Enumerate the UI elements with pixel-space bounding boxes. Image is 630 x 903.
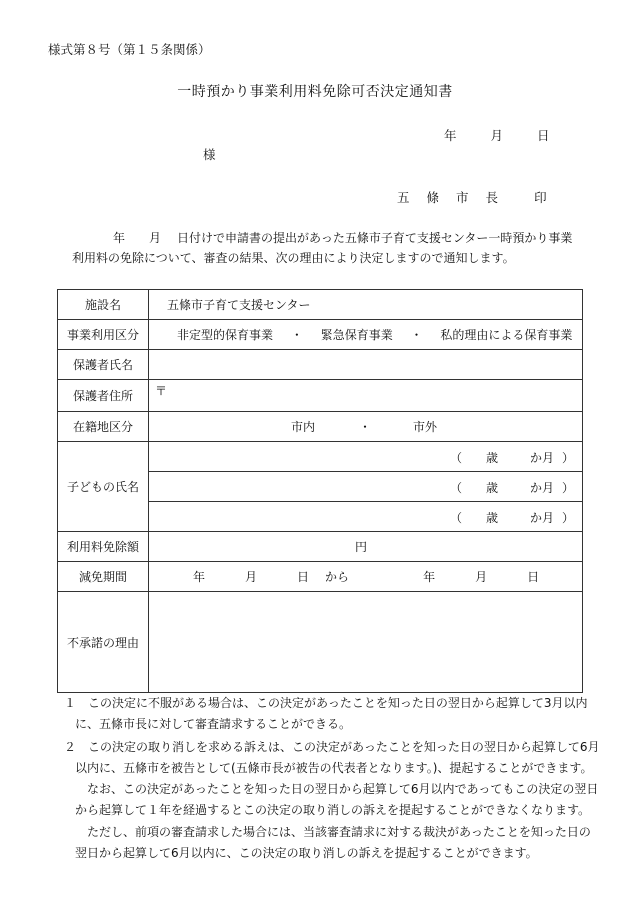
reason-label: 不承諾の理由 — [58, 592, 149, 693]
age-years: 歳 — [485, 481, 498, 495]
document-title: 一時預かり事業利用料免除可否決定通知書 — [177, 84, 453, 100]
note-1-line-1: １ この決定に不服がある場合は、この決定があったことを知った日の翌日から起算して3月以内 — [64, 696, 588, 710]
paren-open: （ — [449, 511, 462, 525]
category-private: 私的理由による保育事業 — [440, 328, 573, 342]
residence-in: 市内 — [291, 420, 316, 434]
postal-mark: 〒 — [155, 384, 168, 398]
fee-field[interactable] — [149, 532, 583, 562]
paren-close: ） — [561, 511, 574, 525]
age-months: か月 — [529, 511, 554, 525]
fee-label: 利用料免除額 — [58, 532, 149, 562]
child-row-1[interactable] — [149, 442, 582, 472]
category-label: 事業利用区分 — [58, 320, 149, 350]
facility-label: 施設名 — [58, 290, 149, 320]
guardian-address-field[interactable] — [149, 380, 583, 412]
period-from: から — [325, 570, 350, 584]
date-day: 日 — [537, 128, 550, 143]
paren-close: ） — [561, 451, 574, 465]
age-years: 歳 — [485, 451, 498, 465]
note-2-line-4: から起算して１年を経過するとこの決定の取り消しの訴えを提起することができなくなります。 — [75, 803, 591, 817]
category-sep-1: ・ — [290, 328, 303, 342]
guardian-name-label: 保護者氏名 — [58, 350, 149, 380]
seal-mark: 印 — [534, 190, 547, 205]
mayor-char-3: 市 — [456, 190, 469, 205]
mayor-char-1: 五 — [397, 190, 410, 205]
category-irregular: 非定型的保育事業 — [177, 328, 274, 342]
paren-close: ） — [561, 481, 574, 495]
intro-month: 月 — [149, 231, 162, 245]
addressee-suffix: 様 — [203, 147, 216, 162]
child-name-cell — [149, 442, 583, 532]
note-2-line-6: 翌日から起算して6月以内に、この決定の取り消しの訴えを提起することができます。 — [75, 846, 538, 860]
date-year: 年 — [444, 128, 457, 143]
note-2-line-5: ただし、前項の審査請求した場合には、当該審査請求に対する裁決があったことを知った日の — [87, 825, 591, 839]
intro-year: 年 — [113, 231, 126, 245]
age-years: 歳 — [485, 511, 498, 525]
period-field[interactable] — [149, 562, 583, 592]
residence-options — [149, 412, 583, 442]
issue-date — [444, 126, 550, 144]
period-start-month: 月 — [245, 570, 258, 584]
note-2-line-2: 以内に、五條市を被告として(五條市長が被告の代表者となります。)、提起することができます。 — [75, 761, 593, 775]
period-start-year: 年 — [193, 570, 206, 584]
form-reference: 様式第８号（第１５条関係） — [48, 42, 211, 57]
residence-sep: ・ — [359, 420, 372, 434]
period-end-month: 月 — [475, 570, 488, 584]
category-sep-2: ・ — [410, 328, 423, 342]
mayor-char-2: 條 — [426, 190, 440, 205]
note-2-line-1: ２ この決定の取り消しを求める訴えは、この決定があったことを知った日の翌日から起算して6月 — [64, 740, 600, 754]
intro-line2: 利用料の免除について、審査の結果、次の理由により決定しますので通知します。 — [72, 251, 515, 265]
issuer-mayor — [397, 188, 547, 206]
period-start-day: 日 — [297, 570, 310, 584]
facility-value: 五條市子育て支援センター — [149, 290, 583, 320]
period-label: 減免期間 — [58, 562, 149, 592]
guardian-address-label: 保護者住所 — [58, 380, 149, 412]
period-end-day: 日 — [527, 570, 540, 584]
date-month: 月 — [490, 128, 504, 143]
residence-out: 市外 — [413, 420, 438, 434]
mayor-char-4: 長 — [485, 190, 499, 205]
period-end-year: 年 — [423, 570, 436, 584]
age-months: か月 — [529, 451, 554, 465]
paren-open: （ — [449, 481, 462, 495]
reason-field[interactable] — [149, 592, 583, 693]
child-name-label: 子どもの氏名 — [58, 442, 149, 532]
note-1-line-2: に、五條市長に対して審査請求することができる。 — [75, 717, 352, 731]
child-row-3[interactable] — [149, 502, 582, 531]
category-emergency: 緊急保育事業 — [320, 328, 393, 342]
note-2-line-3: なお、この決定があったことを知った日の翌日から起算して6月以内であってもこの決定の翌日 — [87, 782, 599, 796]
guardian-name-field[interactable] — [149, 350, 583, 380]
paren-open: （ — [449, 451, 462, 465]
fee-unit: 円 — [355, 540, 368, 554]
category-options — [149, 320, 583, 350]
notice-form-table — [57, 289, 583, 693]
residence-label: 在籍地区分 — [58, 412, 149, 442]
intro-line1: 日付けで申請書の提出があった五條市子育て支援センター一時預かり事業 — [177, 231, 573, 245]
child-row-2[interactable] — [149, 472, 582, 502]
age-months: か月 — [529, 481, 554, 495]
